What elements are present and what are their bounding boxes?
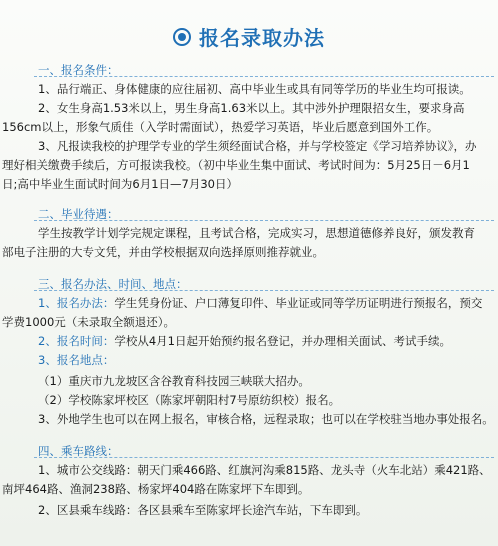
page-title: [0, 22, 498, 51]
paragraph-line: 部电子注册的大专文凭，并由学校根据双向选择原则推荐就业。: [2, 245, 324, 259]
paragraph-line: 理好相关缴费手续后，方可报读我校。（初中毕业生集中面试、考试时间为：5月25日－6月1: [2, 158, 470, 172]
paragraph-line: 3、凡报读我校的护理学专业的学生须经面试合格，并与学校签定《学习培养协议》，办: [38, 139, 477, 153]
section-heading-graduation: 二、毕业待遇：: [38, 207, 119, 221]
paragraph-line: 1、品行端正、身体健康的应往届初、高中毕业生或具有同等学历的毕业生均可报读。: [38, 82, 471, 96]
place-item: （1）重庆市九龙坡区含谷教育科技园三峡联大招办。: [38, 374, 310, 388]
section-divider: [34, 76, 494, 77]
section-heading-requirements: 一、报名条件：: [38, 63, 119, 77]
circle-bullet-icon: [173, 28, 191, 46]
registration-time-label: 2、报名时间：: [38, 334, 115, 348]
registration-method-line: [38, 296, 482, 310]
section-divider: [34, 220, 494, 221]
section-divider: [34, 457, 494, 458]
section-heading-transport: 四、乘车路线：: [38, 444, 119, 458]
section-heading-registration: 三、报名办法、时间、地点：: [38, 277, 188, 291]
registration-method-text: 学生凭身份证、户口薄复印件、毕业证或同等学历证明进行预报名，预交: [114, 296, 483, 310]
page-title-text: 报名录取办法: [199, 26, 325, 50]
place-item: （2）学校陈家坪校区（陈家坪朝阳村7号原纺织校）报名。: [38, 393, 341, 407]
paragraph-line: 1、城市公交线路：朝天门乘466路、红旗河沟乘815路、龙头寺（火车北站）乘421路、: [38, 463, 491, 477]
paragraph-line: 2、女生身高1.53米以上，男生身高1.63米以上。其中涉外护理限招女生，要求身高: [38, 101, 465, 115]
registration-time-line: [38, 334, 451, 348]
registration-place-label: 3、报名地点：: [38, 353, 115, 367]
place-item: 3、外地学生也可以在网上报名，审核合格，远程录取；也可以在学校驻当地办事处报名。: [38, 412, 494, 426]
section-divider: [34, 290, 494, 291]
paragraph-line: 2、区县乘车线路：各区县乘车至陈家坪长途汽车站，下车即到。: [38, 503, 368, 517]
paragraph-line: 南坪464路、渔洞238路、杨家坪404路在陈家坪下车即到。: [2, 482, 310, 496]
registration-method-label: 1、报名办法：: [38, 296, 115, 310]
registration-time-text: 学校从4月1日起开始预约报名登记，并办理相关面试、考试手续。: [114, 334, 451, 348]
paragraph-line: 日;高中毕业生面试时间为6月1日—7月30日）: [2, 177, 238, 191]
paragraph-line: 学生按教学计划学完规定课程，且考试合格，完成实习，思想道德修养良好，颁发教育: [38, 226, 475, 240]
paragraph-line: 学费1000元（未录取全额退还）。: [2, 315, 176, 329]
paragraph-line: 156cm以上，形象气质佳（入学时需面试），热爱学习英语，毕业后愿意到国外工作。: [2, 120, 439, 134]
